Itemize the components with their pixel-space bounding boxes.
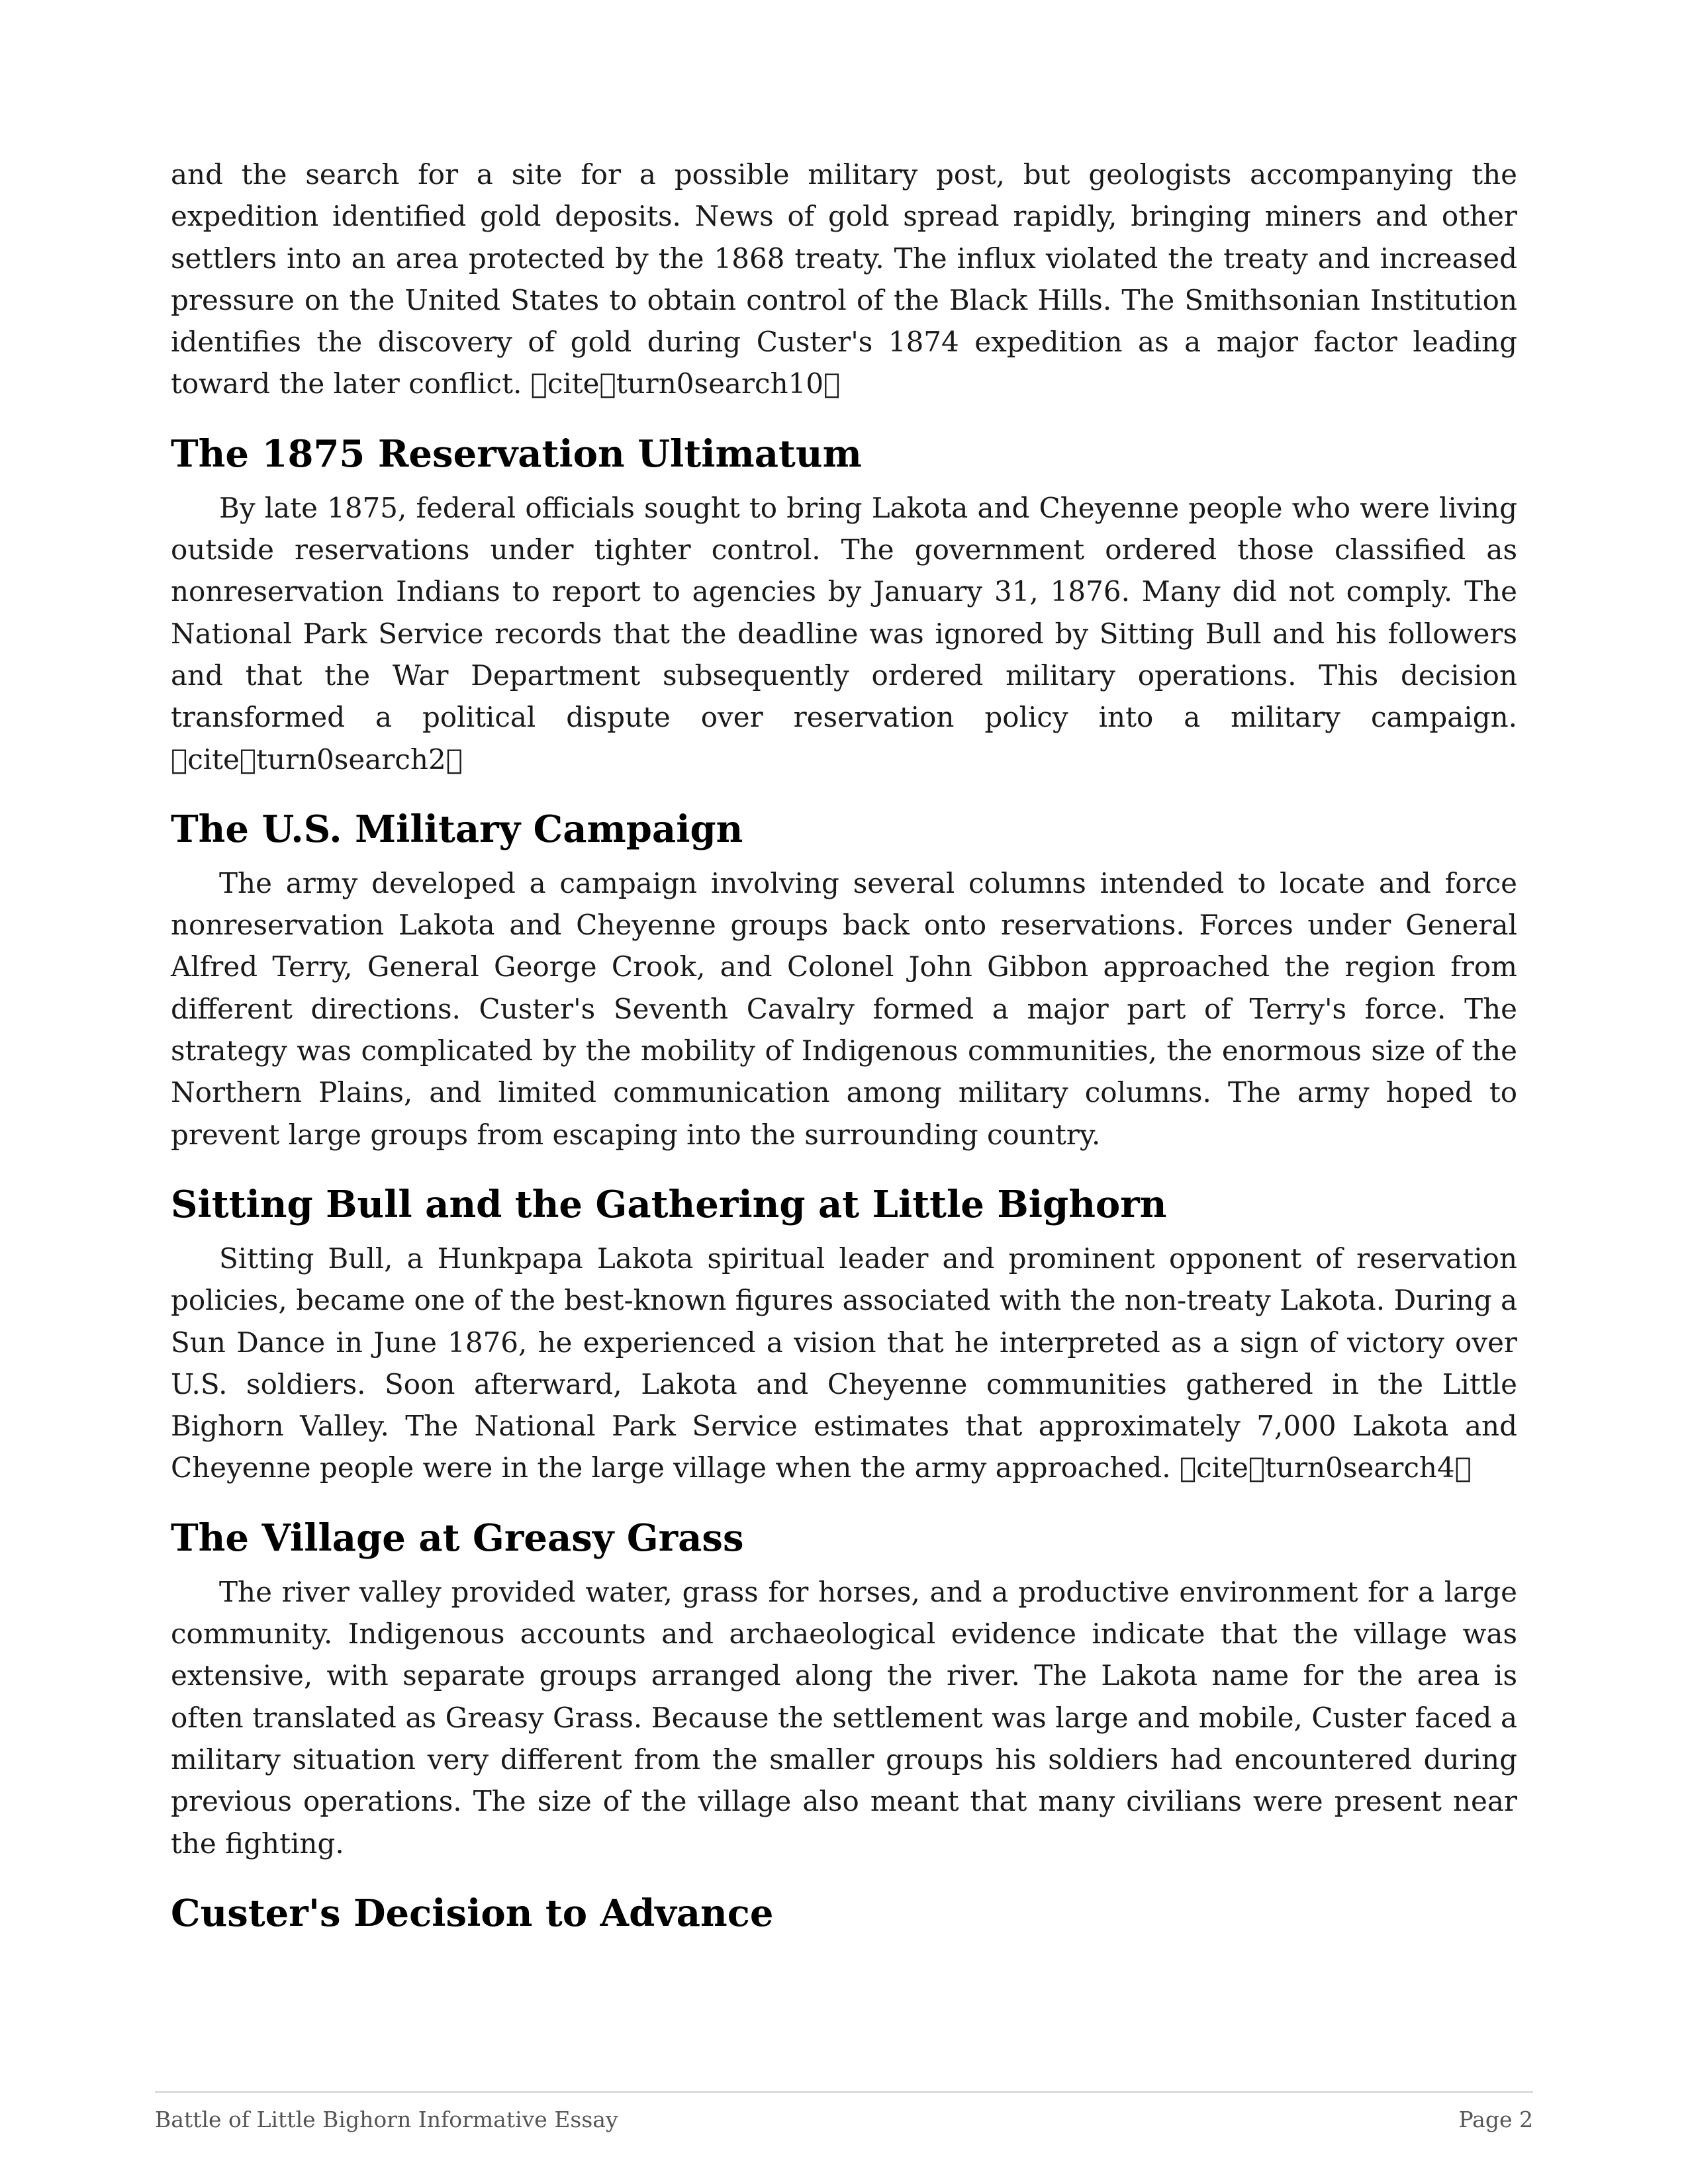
footer-document-title: Battle of Little Bighorn Informative Essay [155, 2107, 618, 2132]
paragraph-continued: and the search for a site for a possible military post, but geologists accompanying the expedition identified gold deposits. News of gold spread rapidly, bringing miners and other settlers into an area protected by the 1868 treaty. The influx violated the treaty and increased pressure on the United States to obtain control of the Black Hills. The Smithsonian Institution identifies the discovery of gold during Custer's 1874 expedition as a major factor leading toward the later conflict. cite turn0search10 [171, 158, 1517, 400]
section-paragraph-reservation-ultimatum: By late 1875, federal officials sought to bring Lakota and Cheyenne people who were living outside reservations under tighter control. The government ordered those classified as nonreservation Indians to report to agencies by January 31, 1876. Many did not comply. The National Park Service records that the deadline was ignored by Sitting Bull and his followers and that the War Department subsequently ordered military operations. This decision transformed a political dispute over reservation policy into a military campaign. cite turn0search2 [171, 491, 1517, 776]
section-heading-greasy-grass: The Village at Greasy Grass [171, 1516, 744, 1560]
section-heading-reservation-ultimatum: The 1875 Reservation Ultimatum [171, 432, 862, 476]
section-paragraph-greasy-grass: The river valley provided water, grass for horses, and a productive environment for a large community. Indigenous accounts and archaeological evidence indicate that the village was extensive, with separate groups arranged along the river. The Lakota name for the area is often translated as Greasy Grass. Because the settlement was large and mobile, Custer faced a military situation very different from the smaller groups his soldiers had encountered during previous operations. The size of the village also meant that many civilians were present near the fighting. [171, 1575, 1517, 1860]
section-paragraph-military-campaign: The army developed a campaign involving several columns intended to locate and force nonreservation Lakota and Cheyenne groups back onto reservations. Forces under General Alfred Terry, General George Crook, and Colonel John Gibbon approached the region from different directions. Custer's Seventh Cavalry formed a major part of Terry's force. The strategy was complicated by the mobility of Indigenous communities, the enormous size of the Northern Plains, and limited communication among military columns. The army hoped to prevent large groups from escaping into the surrounding country. [171, 866, 1517, 1151]
section-heading-sitting-bull: Sitting Bull and the Gathering at Little Bighorn [171, 1182, 1167, 1226]
section-heading-military-campaign: The U.S. Military Campaign [171, 807, 743, 851]
section-paragraph-sitting-bull: Sitting Bull, a Hunkpapa Lakota spiritual leader and prominent opponent of reservation policies, became one of the best-known figures associated with the non-treaty Lakota. During a Sun Dance in June 1876, he experienced a vision that he interpreted as a sign of victory over U.S. soldiers. Soon afterward, Lakota and Cheyenne communities gathered in the Little Bighorn Valley. The National Park Service estimates that approximately 7,000 Lakota and Cheyenne people were in the large village when the army approached. cite turn0search4 [171, 1242, 1518, 1484]
section-heading-custers-decision: Custer's Decision to Advance [171, 1891, 774, 1935]
footer-page-number: Page 2 [1458, 2107, 1533, 2132]
footer-divider [155, 2091, 1533, 2093]
document-body [171, 154, 1517, 1946]
